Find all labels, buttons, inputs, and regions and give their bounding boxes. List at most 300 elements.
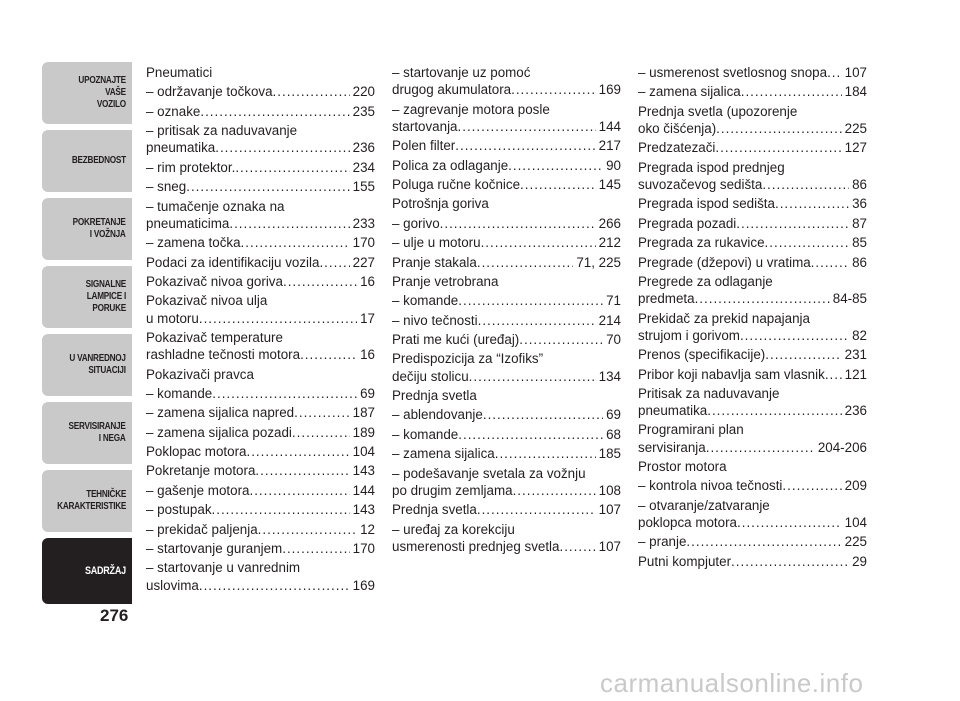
entry-text: predmeta [638, 291, 695, 307]
entry-text: – zamena sijalica pozadi [146, 424, 292, 440]
index-entry[interactable] [392, 64, 621, 98]
leader-dots [458, 426, 603, 443]
index-entry[interactable] [392, 465, 621, 499]
leader-dots [255, 462, 349, 479]
index-entry-line [638, 514, 867, 531]
entry-text: – oznake [146, 103, 201, 119]
leader-dots [273, 83, 350, 100]
page-reference[interactable]: 82 [852, 327, 867, 343]
page-reference[interactable]: 233 [352, 215, 375, 231]
entry-text: poklopca motora [638, 515, 737, 531]
index-entry-line [638, 195, 867, 212]
index-entry[interactable] [638, 195, 867, 212]
entry-text: Pokazivač temperature [146, 329, 283, 345]
leader-dots [458, 118, 596, 135]
index-entry-line [638, 139, 867, 156]
page-reference[interactable]: 227 [352, 254, 375, 270]
index-entry[interactable] [146, 424, 375, 441]
entry-text: servisiranja [638, 439, 706, 455]
index-entry-line [638, 159, 867, 176]
page-reference[interactable]: 189 [352, 424, 375, 440]
page-reference[interactable]: 225 [844, 534, 867, 550]
entry-text: Pranje stakala [392, 254, 477, 270]
index-entry-line [392, 234, 621, 251]
index-entry-line [392, 538, 621, 555]
index-entry[interactable] [146, 122, 375, 156]
entry-text: – zamena sijalica napred [146, 405, 295, 421]
index-entry[interactable] [392, 426, 621, 443]
page-reference[interactable]: 69 [606, 407, 621, 423]
index-entry-line [638, 215, 867, 232]
index-entry-line [146, 215, 375, 232]
leader-dots [731, 553, 849, 570]
tab-signalne-lampice[interactable] [42, 266, 132, 328]
index-entry[interactable] [146, 198, 375, 232]
page-reference[interactable]: 184 [844, 84, 867, 100]
entry-text: Programirani plan [638, 422, 744, 438]
index-entry[interactable] [392, 157, 621, 174]
index-entry[interactable] [146, 178, 375, 195]
leader-dots [212, 501, 350, 518]
entry-text: – tumačenje oznaka na [146, 198, 285, 214]
entry-text: Prekidač za prekid napajanja [638, 310, 810, 326]
index-entry[interactable] [638, 83, 867, 100]
index-entry[interactable] [146, 540, 375, 557]
entry-text: Pregrada za rukavice [638, 235, 765, 251]
entry-text: Pregrada ispod sedišta [638, 196, 775, 212]
tab-bezbednost[interactable] [42, 130, 132, 192]
leader-dots [258, 521, 357, 538]
entry-text: Pokretanje motora [146, 463, 256, 479]
index-entry-line [638, 533, 867, 550]
entry-text: Poluga ručne kočnice [392, 176, 521, 192]
entry-text: Podaci za identifikaciju vozila [146, 254, 320, 270]
index-entry-line [638, 458, 867, 475]
page-reference[interactable]: 145 [598, 176, 621, 192]
leader-dots [715, 139, 841, 156]
tab-u-vanrednoj-situaciji[interactable] [42, 334, 132, 396]
index-entry[interactable] [392, 445, 621, 462]
page-reference[interactable]: 187 [352, 405, 375, 421]
page-reference[interactable]: 17 [360, 310, 375, 326]
page-reference[interactable]: 170 [352, 235, 375, 251]
index-entry-line [638, 385, 867, 402]
tab-label: BEZBEDNOST [71, 155, 126, 166]
entry-text: – zamena sijalica [638, 84, 741, 100]
leader-dots [520, 176, 596, 193]
entry-text: – prekidač paljenja [146, 521, 258, 537]
entry-text: pneumatika [146, 140, 216, 156]
entry-text: strujom i gorivom [638, 327, 740, 343]
page-reference[interactable]: 204-206 [817, 439, 867, 455]
leader-dots [282, 540, 349, 557]
entry-text: drugog akumulatora [392, 82, 512, 98]
index-entry-line [146, 273, 375, 290]
page-reference[interactable]: 209 [844, 478, 867, 494]
page-reference[interactable]: 86 [852, 176, 867, 192]
leader-dots [740, 327, 849, 344]
entry-text: Pregrade (džepovi) u vratima [638, 254, 811, 270]
index-entry-line [638, 327, 867, 344]
leader-dots [241, 234, 350, 251]
index-entry[interactable] [638, 533, 867, 550]
index-entry[interactable] [638, 64, 867, 81]
page-reference[interactable]: 36 [852, 196, 867, 212]
index-entry[interactable] [638, 159, 867, 193]
index-entry[interactable] [638, 215, 867, 232]
entry-text: – kontrola nivoa tečnosti [638, 478, 783, 494]
page-reference[interactable]: 16 [360, 273, 375, 289]
leader-dots [736, 215, 849, 232]
index-entry[interactable] [638, 385, 867, 419]
entry-text: – gorivo [392, 215, 440, 231]
page-reference[interactable]: 220 [352, 84, 375, 100]
index-entry-line [146, 501, 375, 518]
index-entry[interactable] [638, 254, 867, 271]
chapter-tabs [42, 62, 132, 610]
page-reference[interactable]: 85 [852, 235, 867, 251]
page-reference[interactable]: 84-85 [832, 291, 867, 307]
index-entry[interactable] [392, 137, 621, 154]
index-entry-line [392, 482, 621, 499]
entry-text: – rim protektor. [146, 159, 236, 175]
index-entry[interactable] [392, 234, 621, 251]
index-entry-line [146, 254, 375, 271]
entry-text: Pritisak za naduvavanje [638, 385, 780, 401]
index-entry-line [146, 482, 375, 499]
index-entry-line [638, 83, 867, 100]
index-entry[interactable] [146, 103, 375, 120]
index-entry[interactable] [146, 254, 375, 271]
leader-dots [737, 514, 842, 531]
page-reference[interactable]: 143 [352, 463, 375, 479]
index-entry-line [638, 234, 867, 251]
index-entry[interactable] [146, 521, 375, 538]
index-entry-line [638, 346, 867, 363]
leader-dots [283, 273, 357, 290]
index-entry-line [638, 273, 867, 290]
leader-dots [741, 83, 842, 100]
index-entry-line [392, 101, 621, 118]
index-entry-line [392, 406, 621, 423]
tab-label: U VANREDNOJ SITUACIJI [69, 353, 126, 376]
entry-text: – komande [392, 293, 459, 309]
entry-text: Predispozicija za “Izofiks” [392, 351, 544, 367]
leader-dots [707, 402, 841, 419]
leader-dots [458, 292, 603, 309]
leader-dots [215, 139, 349, 156]
entry-text: – ablendovanje [392, 407, 483, 423]
tab-label: SERVISIRANJE I NEGA [68, 421, 126, 444]
entry-text: Pranje vetrobrana [392, 273, 499, 289]
entry-text: – ulje u motoru [392, 235, 481, 251]
index-entry[interactable] [392, 521, 621, 555]
page-reference[interactable]: 107 [598, 502, 621, 518]
index-entry[interactable] [392, 215, 621, 232]
page-reference[interactable]: 234 [352, 159, 375, 175]
tab-label: TEHNIČKE KARAKTERISTIKE [57, 489, 126, 512]
page-reference[interactable]: 143 [352, 502, 375, 518]
index-entry-line [146, 178, 375, 195]
index-entry[interactable] [392, 176, 621, 193]
page-reference[interactable]: 225 [844, 120, 867, 136]
index-entry-line [146, 329, 375, 346]
index-entry-line [146, 103, 375, 120]
leader-dots [811, 254, 849, 271]
entry-text: startovanja [392, 118, 458, 134]
leader-dots [765, 346, 841, 363]
index-entry-line [638, 477, 867, 494]
index-entry[interactable] [146, 234, 375, 251]
leader-dots [559, 538, 595, 555]
index-entry[interactable] [146, 292, 375, 326]
page-reference[interactable]: 71 [606, 293, 621, 309]
index-entry[interactable] [392, 350, 621, 384]
entry-text: – startovanje guranjem [146, 541, 283, 557]
page-reference[interactable]: 236 [844, 403, 867, 419]
leader-dots [686, 533, 841, 550]
leader-dots [212, 385, 357, 402]
index-entry-line [146, 198, 375, 215]
entry-text: po drugim zemljama [392, 482, 513, 498]
page-reference[interactable]: 231 [844, 347, 867, 363]
index-entry[interactable] [638, 103, 867, 137]
page-reference[interactable]: 127 [844, 140, 867, 156]
leader-dots [782, 477, 841, 494]
leader-dots [511, 81, 596, 98]
page-reference[interactable]: 185 [598, 446, 621, 462]
index-entry-line [638, 103, 867, 120]
index-entry-line [146, 443, 375, 460]
index-entry[interactable] [638, 139, 867, 156]
index-entry[interactable] [638, 366, 867, 383]
index-entry-line [392, 521, 621, 538]
index-entry[interactable] [392, 387, 621, 404]
page-reference[interactable]: 169 [598, 82, 621, 98]
entry-text: – usmerenost svetlosnog snopa [638, 65, 828, 80]
index-entry[interactable] [146, 482, 375, 499]
page-reference[interactable]: 155 [352, 179, 375, 195]
index-entry[interactable] [392, 292, 621, 309]
index-entry-line [392, 215, 621, 232]
entry-text: – održavanje točkova [146, 84, 273, 100]
tab-label: SIGNALNE LAMPICE I PORUKE [85, 279, 126, 314]
page-reference[interactable]: 69 [360, 385, 375, 401]
entry-text: – startovanje u vanrednim [146, 560, 301, 576]
entry-text: – sneg [146, 179, 187, 195]
tab-label: SADRŽAJ [85, 565, 126, 577]
entry-text: – komande [146, 385, 213, 401]
index-entry-line [392, 312, 621, 329]
index-entry[interactable] [392, 312, 621, 329]
page-reference[interactable]: 266 [598, 215, 621, 231]
entry-text: usmerenosti prednjeg svetla [392, 538, 560, 554]
index-entry-line [392, 157, 621, 174]
leader-dots [469, 368, 596, 385]
entry-text: Prednja svetla [392, 388, 477, 404]
index-entry[interactable] [146, 404, 375, 421]
page-reference[interactable]: 108 [598, 482, 621, 498]
index-entry-line [146, 540, 375, 557]
leader-dots [199, 310, 357, 327]
page-reference[interactable]: 104 [352, 444, 375, 460]
page-reference[interactable]: 144 [598, 118, 621, 134]
index-entry-line [392, 501, 621, 518]
leader-dots [249, 482, 349, 499]
index-entry[interactable] [638, 477, 867, 494]
index-entry-line [146, 159, 375, 176]
index-entry[interactable] [146, 329, 375, 363]
index-entry[interactable] [146, 83, 375, 100]
leader-dots [765, 234, 850, 251]
page-reference[interactable]: 70 [606, 332, 621, 348]
leader-dots [762, 176, 849, 193]
page-reference[interactable]: 235 [352, 103, 375, 119]
index-entry-line [392, 331, 621, 348]
index-entry[interactable] [146, 159, 375, 176]
index-entry[interactable] [638, 310, 867, 344]
index-entry-line [638, 254, 867, 271]
index-entry-line [392, 137, 621, 154]
index-entry[interactable] [392, 501, 621, 518]
entry-text: Pokazivač nivoa goriva [146, 273, 283, 289]
entry-text: – zamena točka [146, 235, 241, 251]
index-column-3 [638, 64, 867, 572]
index-entry[interactable] [392, 101, 621, 135]
index-entry-line [146, 462, 375, 479]
index-entry-line [146, 139, 375, 156]
page-reference[interactable]: 107 [598, 538, 621, 554]
page-reference[interactable]: 86 [852, 254, 867, 270]
leader-dots [706, 439, 815, 456]
index-entry[interactable] [638, 234, 867, 251]
entry-text: Pregrede za odlaganje [638, 273, 773, 289]
index-entry[interactable] [392, 331, 621, 348]
entry-text: – pranje [638, 534, 687, 550]
leader-dots [508, 157, 603, 174]
page-reference[interactable]: 169 [352, 577, 375, 593]
index-entry[interactable] [638, 458, 867, 475]
index-entry-line [392, 81, 621, 98]
index-entry[interactable] [392, 195, 621, 212]
index-entry[interactable] [146, 366, 375, 383]
page-reference[interactable]: 144 [352, 482, 375, 498]
entry-text: – startovanje uz pomoć [392, 65, 531, 80]
page-reference[interactable]: 212 [598, 235, 621, 251]
entry-text: Pneumatici [146, 65, 213, 80]
entry-text: Pribor koji nabavlja sam vlasnik [638, 366, 825, 382]
tab-servisiranje-i-nega[interactable] [42, 402, 132, 464]
index-entry-line [638, 290, 867, 307]
leader-dots [695, 290, 830, 307]
page-reference[interactable]: 214 [598, 312, 621, 328]
index-entry[interactable] [638, 421, 867, 455]
page-reference[interactable]: 236 [352, 140, 375, 156]
leader-dots [186, 178, 349, 195]
page-reference[interactable]: 217 [598, 138, 621, 154]
index-entry[interactable] [146, 273, 375, 290]
index-entry[interactable] [638, 497, 867, 531]
page-reference[interactable]: 134 [598, 368, 621, 384]
page-reference[interactable]: 29 [852, 553, 867, 569]
leader-dots [825, 366, 842, 383]
index-entry-line [392, 254, 621, 271]
entry-text: Prenos (specifikacije) [638, 347, 766, 363]
entry-text: – postupak [146, 502, 212, 518]
page-reference[interactable]: 12 [360, 521, 375, 537]
entry-text: oko čišćenja) [638, 120, 717, 136]
index-entry[interactable] [146, 64, 375, 81]
index-entry[interactable] [146, 443, 375, 460]
index-entry-line [146, 83, 375, 100]
index-entry-line [392, 445, 621, 462]
index-entry-line [392, 195, 621, 212]
tab-pokretanje-i-voznja[interactable] [42, 198, 132, 260]
page-reference[interactable]: 104 [844, 515, 867, 531]
index-entry-line [392, 118, 621, 135]
entry-text: – nivo tečnosti [392, 312, 478, 328]
tab-upoznajte-vase-vozilo[interactable] [42, 62, 132, 124]
entry-text: – zagrevanje motora posle [392, 101, 550, 117]
leader-dots [477, 501, 596, 518]
entry-text: – gašenje motora [146, 482, 250, 498]
index-entry[interactable] [146, 385, 375, 402]
entry-text: uslovima [146, 577, 199, 593]
index-entry[interactable] [638, 346, 867, 363]
entry-text: Poklopac motora [146, 444, 247, 460]
index-entry[interactable] [146, 462, 375, 479]
tab-tehnicke-karakteristike[interactable] [42, 470, 132, 532]
leader-dots [477, 254, 573, 271]
index-entry-line [638, 176, 867, 193]
page-reference[interactable]: 170 [352, 541, 375, 557]
index-entry-line [392, 368, 621, 385]
index-entry[interactable] [146, 501, 375, 518]
index-entry-line [146, 234, 375, 251]
index-entry[interactable] [638, 553, 867, 570]
index-entry[interactable] [146, 559, 375, 593]
index-entry[interactable] [638, 273, 867, 307]
index-entry-line [146, 559, 375, 576]
leader-dots [519, 331, 603, 348]
tab-sadrzaj[interactable] [42, 538, 132, 604]
leader-dots [292, 424, 350, 441]
entry-text: pneumaticima [146, 215, 230, 231]
index-entry-line [146, 577, 375, 594]
index-entry[interactable] [392, 254, 621, 271]
page-reference[interactable]: 87 [852, 215, 867, 231]
index-entry-line [146, 385, 375, 402]
page-reference[interactable]: 68 [606, 426, 621, 442]
page-reference[interactable]: 121 [844, 366, 867, 382]
entry-text: Potrošnja goriva [392, 196, 489, 212]
index-entry-line [392, 292, 621, 309]
index-entry-line [638, 310, 867, 327]
index-entry-line [392, 64, 621, 81]
index-entry-line [638, 439, 867, 456]
index-entry-line [146, 366, 375, 383]
index-entry-line [392, 465, 621, 482]
index-entry-line [146, 292, 375, 309]
page-reference[interactable]: 71, 225 [576, 254, 621, 270]
entry-text: – zamena sijalica [392, 446, 495, 462]
page-reference[interactable]: 16 [360, 347, 375, 363]
leader-dots [199, 577, 350, 594]
index-entry[interactable] [392, 273, 621, 290]
page-reference[interactable]: 90 [606, 157, 621, 173]
index-entry[interactable] [392, 406, 621, 423]
page-reference[interactable]: 107 [844, 65, 867, 80]
